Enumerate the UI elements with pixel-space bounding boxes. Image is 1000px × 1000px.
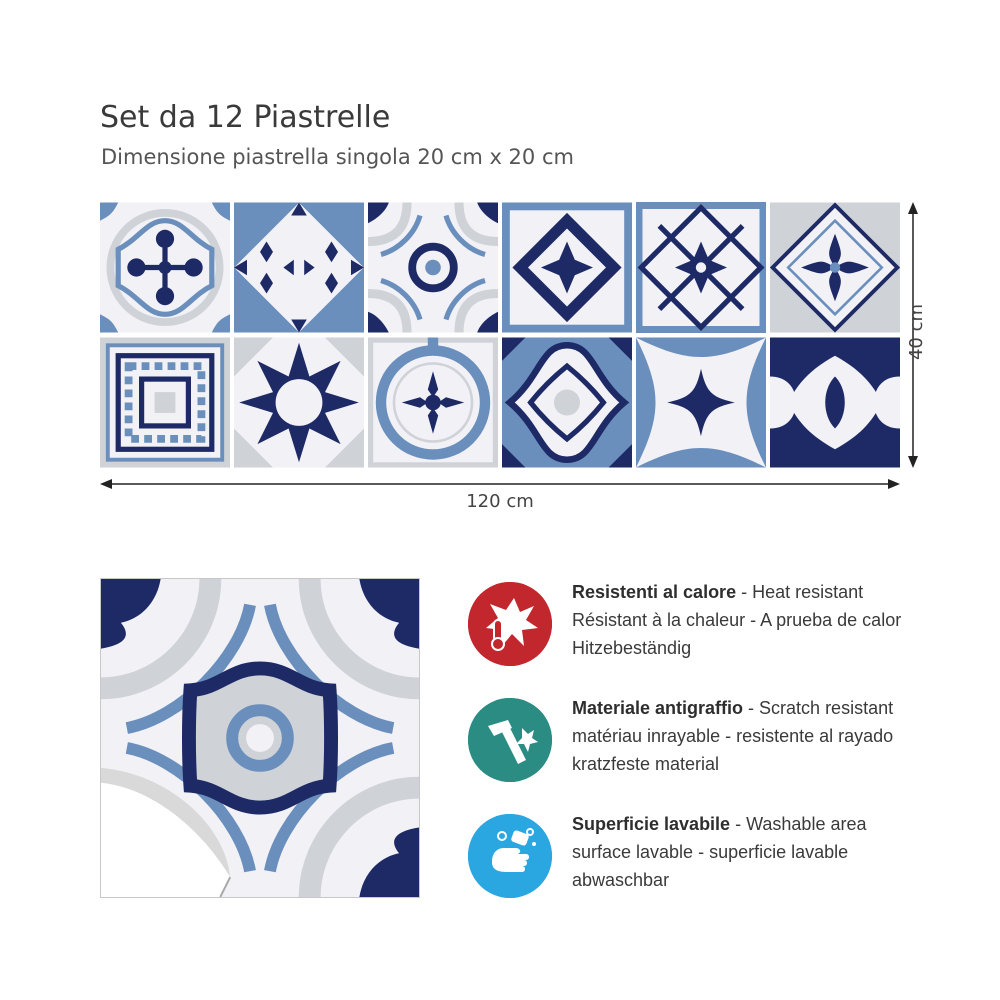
- feature-scratch-en: - Scratch resistant: [743, 698, 894, 718]
- feature-heat-fr-es: Résistant à la chaleur - A prueba de calor: [572, 610, 902, 630]
- tile-ornate-quatrefoil: [502, 337, 632, 468]
- height-dimension-label: 40 cm: [906, 303, 927, 361]
- tile-cross-lattice: [636, 202, 766, 333]
- tile-fleur-scroll: [770, 337, 900, 468]
- tile-quatrefoil-medallion: [100, 202, 230, 333]
- feature-wash-fr-es: surface lavable - superficie lavable: [572, 842, 849, 862]
- feature-washable: [468, 810, 908, 900]
- tile-grid: [100, 202, 900, 468]
- tile-star-burst: [234, 337, 364, 468]
- feature-scratch-resistant: [468, 694, 908, 784]
- tile-diamond-flower: [770, 202, 900, 333]
- width-dimension-arrow: [100, 476, 900, 492]
- tile-scroll-ring: [368, 202, 498, 333]
- feature-scratch-fr-es: matériau inrayable - resistente al rayado: [572, 726, 894, 746]
- tile-circle-cross: [368, 337, 498, 468]
- tile-square-star: [502, 202, 632, 333]
- feature-heat-de: Hitzebeständig: [572, 638, 692, 658]
- feature-heat-en: - Heat resistant: [736, 582, 864, 602]
- tile-nested-squares: [100, 337, 230, 468]
- tile-curved-star: [636, 337, 766, 468]
- feature-wash-title: Superficie lavabile: [572, 814, 731, 834]
- feature-scratch-de: kratzfeste material: [572, 754, 720, 774]
- heat-thermometer-icon: [468, 582, 552, 666]
- page-title: Set da 12 Piastrelle: [100, 100, 391, 135]
- washing-hand-icon: [468, 814, 552, 898]
- feature-wash-de: abwaschbar: [572, 870, 670, 890]
- feature-heat-resistant: [468, 578, 908, 668]
- width-dimension-label: 120 cm: [466, 491, 534, 512]
- feature-heat-title: Resistenti al calore: [572, 582, 737, 602]
- hammer-scratch-icon: [468, 698, 552, 782]
- feature-wash-en: - Washable area: [730, 814, 867, 834]
- page-subtitle: Dimensione piastrella singola 20 cm x 20 cm: [101, 145, 574, 169]
- large-tile-detail: [100, 578, 420, 898]
- tile-diamond-fleur: [234, 202, 364, 333]
- feature-scratch-title: Materiale antigraffio: [572, 698, 744, 718]
